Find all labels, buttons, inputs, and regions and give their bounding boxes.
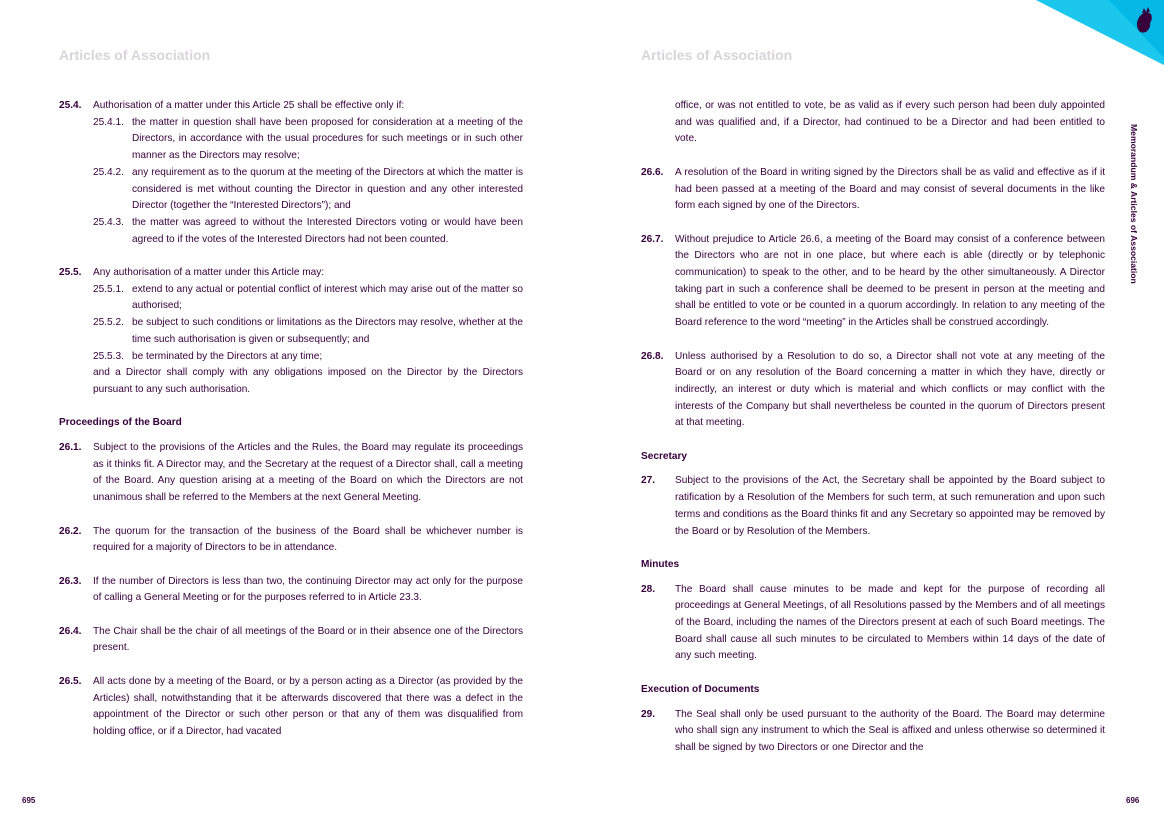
clause-number: 28. [641, 583, 656, 595]
page-header: Articles of Association [59, 47, 211, 63]
clause-text: The quorum for the transaction of the business of the Board shall be whichever number is required for a majority of Directors to be in attendance. [93, 525, 523, 554]
clause-26-6 [641, 165, 1105, 215]
section-heading: Proceedings of the Board [59, 417, 182, 429]
clause-25-4 [59, 98, 523, 248]
clause-26-5 [59, 674, 523, 741]
subclause-text: any requirement as to the quorum at the meeting of the Directors at which the matter is considered is met without counting the Director in question and any other interested Director (together the “Interested Directors”); and [132, 166, 523, 212]
clause-number: 26.6. [641, 166, 664, 178]
clause-number: 26.7. [641, 233, 664, 245]
clause-26-2 [59, 524, 523, 557]
page-number: 696 [1126, 796, 1140, 805]
subclause [93, 115, 523, 165]
left-column [59, 98, 523, 741]
clause-number: 26.3. [59, 575, 82, 587]
clause-number: 29. [641, 708, 656, 720]
section-heading-minutes: Minutes [641, 558, 680, 570]
clause-26-7 [641, 232, 1105, 332]
subclause-number: 25.5.1. [93, 283, 124, 295]
clause-27 [641, 473, 1105, 540]
subclause [93, 215, 523, 248]
subclause [93, 315, 523, 348]
clause-text: Subject to the provisions of the Act, the Secretary shall be appointed by the Board subject to ratification by a Resolution of the Members for such term, at such remuneration and upon such terms and conditions as the Board thinks fit and any Secretary so appointed may be removed by the Board or by Resolution of the Members. [675, 475, 1105, 537]
clause-text: Unless authorised by a Resolution to do so, a Director shall not vote at any meeting of the Board or on any resolution of the Board concerning a matter in which they have, directly or indirectly, an interest or duty which is material and which conflicts or may conflict with the interests of the Company but shall nevertheless be counted in the quorum of Directors present at that meeting. [675, 350, 1105, 429]
subclause-number: 25.4.3. [93, 216, 124, 228]
subclause [93, 165, 523, 215]
page-header: Articles of Association [641, 47, 793, 63]
subclause [93, 349, 523, 366]
clause-28 [641, 582, 1105, 666]
section-heading-secretary: Secretary [641, 450, 688, 462]
clause-26-1 [59, 440, 523, 507]
clause-26-3 [59, 574, 523, 607]
clause-26-4 [59, 624, 523, 657]
subclause-text: be terminated by the Directors at any time; [132, 350, 323, 362]
subclause-number: 25.5.2. [93, 317, 124, 329]
subclause-text: the matter was agreed to without the Interested Directors voting or would have been agreed to if the votes of the Interested Directors had not been counted. [132, 216, 523, 245]
clause-number: 26.5. [59, 675, 82, 687]
clause-25-5 [59, 265, 523, 365]
clause-text: Without prejudice to Article 26.6, a meeting of the Board may consist of a conference between the Directors who are not in one place, but where each is able (directly or by telephonic communication) to speak to the other, and to be heard by the other simultaneously. A Director taking part in such a conference shall be deemed to be present in person at the meeting and shall be entitled to vote or be counted in a quorum accordingly. In relation to any meeting of the Board reference to the word “meeting” in the Articles shall be construed accordingly. [675, 233, 1105, 329]
clause-text: The Chair shall be the chair of all meetings of the Board or in their absence one of the Directors present. [93, 625, 523, 654]
side-title [1128, 125, 1140, 325]
side-title-text: Memorandum & Articles of Association [1129, 124, 1139, 284]
continuation-text: office, or was not entitled to vote, be as valid as if every such person had been duly appointed and was qualified and, if a Director, had continued to be a Director and had been entitled to vote. [675, 100, 1105, 145]
right-page [582, 0, 1164, 826]
clause-number: 27. [641, 475, 656, 487]
subclause-number: 25.4.2. [93, 166, 124, 178]
subclause-number: 25.5.3. [93, 350, 124, 362]
clause-29 [641, 707, 1105, 757]
clause-text: A resolution of the Board in writing signed by the Directors shall be as valid and effective as if it had been passed at a meeting of the Board and may consist of several documents in the like form each signed by one of the Directors. [675, 166, 1105, 212]
subclause-text: extend to any actual or potential conflict of interest which may arise out of the matter so authorised; [132, 283, 523, 312]
clause-text: All acts done by a meeting of the Board, or by a person acting as a Director (as provided by the Articles) shall, notwithstanding that it be afterwards discovered that there was a defect in the appointment of the Director or such other person or that any of them was disqualified from holding office, or if a Director, had vacated [93, 675, 523, 737]
clause-number: 26.1. [59, 442, 82, 454]
clause-number: 26.4. [59, 625, 82, 637]
clause-text: Authorisation of a matter under this Article 25 shall be effective only if: [93, 100, 405, 111]
subclause-text: the matter in question shall have been proposed for consideration at a meeting of the Directors, in accordance with the usual procedures for such meetings or in such other manner as the Directors may resolve; [132, 116, 523, 162]
clause-number: 26.8. [641, 350, 664, 362]
page-number: 695 [22, 796, 36, 805]
clause-text: Subject to the provisions of the Articles and the Rules, the Board may regulate its proceedings as it thinks fit. A Director may, and the Secretary at the request of a Director shall, call a meeting of the Board. Any question arising at a meeting of the Board on which the Directors are not unanimous shall be referred to the Members at the next General Meeting. [93, 442, 523, 504]
right-column [641, 98, 1105, 757]
subclause [93, 282, 523, 315]
clause-26-8 [641, 349, 1105, 433]
clause-text: The Seal shall only be used pursuant to the authority of the Board. The Board may determine who shall sign any instrument to which the Seal is affixed and unless otherwise so determined it shall be signed by two Directors or one Director and the [675, 708, 1105, 753]
clause-text: If the number of Directors is less than two, the continuing Director may act only for the purpose of calling a General Meeting or for the purposes referred to in Article 23.3. [93, 575, 523, 604]
clause-number: 25.4. [59, 100, 82, 111]
subclause-number: 25.4.1. [93, 116, 124, 128]
section-heading-execution: Execution of Documents [641, 683, 760, 695]
clause-text: The Board shall cause minutes to be made and kept for the purpose of recording all proceedings at General Meetings, of all Resolutions passed by the Members and of all meetings of the Board, including the names of the Directors present at each of such Board meetings. The Board shall cause all such minutes to be circulated to Members within 14 days of the date of any such meeting. [675, 583, 1105, 662]
clause-number: 26.2. [59, 525, 82, 537]
clause-text: Any authorisation of a matter under this Article may: [93, 267, 325, 279]
clause-tail: and a Director shall comply with any obligations imposed on the Director by the Directors pursuant to any such authorisation. [93, 367, 523, 395]
subclause-text: be subject to such conditions or limitations as the Directors may resolve, whether at the time such authorisation is given or subsequently; and [132, 317, 523, 345]
clause-number: 25.5. [59, 267, 82, 279]
